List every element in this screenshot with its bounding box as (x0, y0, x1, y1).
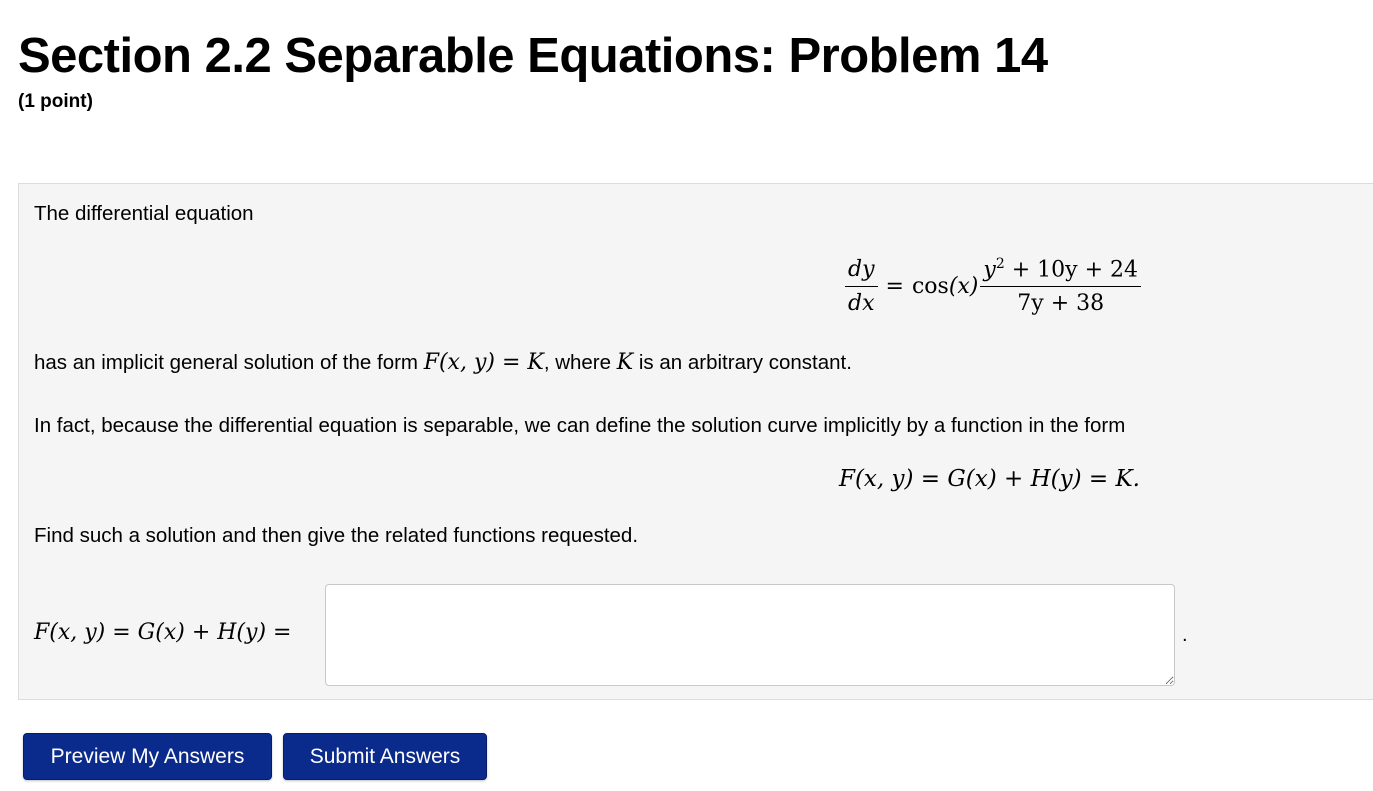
solution-form-text-b: , where (543, 351, 617, 374)
solution-form-text (34, 350, 852, 376)
separable-explanation-text: In fact, because the differential equation is separable, we can define the solution curve implicitly by a function in the form (34, 414, 1126, 437)
answer-trailing-period: . (1182, 624, 1188, 646)
rhs-denominator: 7y + 38 (1017, 291, 1105, 317)
problem-body (18, 183, 1373, 700)
intro-text: The differential equation (34, 202, 254, 225)
points-label: (1 point) (18, 91, 93, 112)
rhs-fraction (980, 256, 1141, 316)
preview-answers-button[interactable]: Preview My Answers (23, 733, 272, 780)
rhs-numerator-exponent: 2 (995, 256, 1005, 272)
cos-argument: (x) (948, 273, 979, 299)
implicit-form-equation: F(x, y) = G(x) + H(y) = K. (839, 466, 1140, 492)
submit-answers-button[interactable]: Submit Answers (283, 733, 487, 780)
solution-form-text-a: has an implicit general solution of the form (34, 351, 424, 374)
rhs-numerator-rest: + 10y + 24 (1004, 257, 1139, 283)
rhs-numerator-y: y (983, 257, 996, 283)
solution-form-text-c: is an arbitrary constant. (633, 351, 852, 374)
differential-equation (845, 256, 1141, 316)
instruction-text: Find such a solution and then give the related functions requested. (34, 524, 639, 547)
dx-denominator: dx (848, 290, 875, 316)
dy-numerator: dy (845, 257, 878, 287)
equals-sign: = (885, 273, 904, 299)
answer-textarea[interactable] (325, 584, 1175, 686)
fxy-equals-k: F(x, y) = K (423, 350, 544, 375)
constant-k: K (616, 350, 634, 375)
dy-dx-fraction (845, 257, 878, 316)
rhs-numerator (980, 256, 1141, 287)
answer-label: F(x, y) = G(x) + H(y) = (34, 620, 292, 645)
cos-function: cos (911, 273, 949, 299)
page-title: Section 2.2 Separable Equations: Problem 14 (18, 29, 1048, 83)
